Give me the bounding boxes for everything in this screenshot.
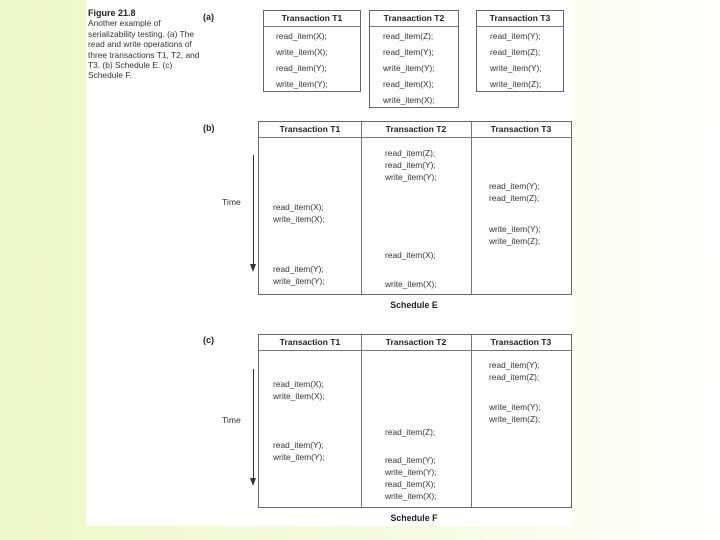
schedule-f-t1-op: read_item(Y);	[273, 440, 324, 450]
part-a-t2-op: write_item(X);	[383, 95, 435, 105]
figure-caption-text: Another example of serializability testing. (a) The read and write operations of three transactions T1, T2, and T3. (b) Schedule E. (c) Schedule F.	[88, 18, 200, 81]
schedule-f-t3-op: read_item(Z);	[489, 372, 540, 382]
schedule-e-t1-op: read_item(X);	[273, 202, 324, 212]
schedule-e-time-label: Time	[222, 197, 241, 207]
part-a-t1-op: write_item(X);	[276, 47, 328, 57]
schedule-f-header-t2: Transaction T2	[385, 337, 447, 347]
part-a-t2-op: read_item(X);	[383, 79, 434, 89]
schedule-e-header-t2: Transaction T2	[385, 124, 447, 134]
part-a-t1-op: read_item(X);	[276, 31, 327, 41]
schedule-e-caption: Schedule E	[390, 300, 438, 310]
schedule-e-t1-op: read_item(Y);	[273, 264, 324, 274]
schedule-f-header-t1: Transaction T1	[279, 337, 341, 347]
schedule-e-t1-op: write_item(X);	[273, 214, 325, 224]
schedule-e-header-t1: Transaction T1	[279, 124, 341, 134]
schedule-f-arrow-head	[250, 478, 256, 486]
part-a-t3-op: write_item(Y);	[490, 63, 542, 73]
schedule-e-t2-op: read_item(X);	[385, 250, 436, 260]
part-a-t2-op: read_item(Z);	[383, 31, 434, 41]
schedule-f-t2-op: write_item(Y);	[385, 467, 437, 477]
part-a-t2-op: read_item(Y);	[383, 47, 434, 57]
schedule-f-t1-op: write_item(X);	[273, 391, 325, 401]
schedule-e-header-t3: Transaction T3	[490, 124, 552, 134]
schedule-e-t2-op: read_item(Y);	[385, 160, 436, 170]
schedule-f-t1-op: read_item(X);	[273, 379, 324, 389]
part-a-t1-table	[263, 10, 361, 92]
schedule-f-time-arrow	[253, 369, 254, 479]
part-a-t1-op: read_item(Y);	[276, 63, 327, 73]
schedule-f-t3-op: write_item(Y);	[489, 402, 541, 412]
schedule-f-time-label: Time	[222, 415, 241, 425]
schedule-f-t2-op: write_item(X);	[385, 491, 437, 501]
schedule-f-header-t3: Transaction T3	[490, 337, 552, 347]
part-a-t3-op: read_item(Z);	[490, 47, 541, 57]
figure-title: Figure 21.8	[88, 8, 136, 18]
part-a-t3-header: Transaction T3	[489, 13, 551, 23]
part-c-label: (c)	[203, 335, 214, 345]
schedule-f-t3-op: read_item(Y);	[489, 360, 540, 370]
schedule-e-t3-op: write_item(Y);	[489, 224, 541, 234]
schedule-f-table	[258, 334, 572, 508]
part-a-t2-header: Transaction T2	[383, 13, 445, 23]
schedule-e-t3-op: read_item(Z);	[489, 193, 540, 203]
schedule-f-t1-op: write_item(Y);	[273, 452, 325, 462]
part-a-t2-op: write_item(Y);	[383, 63, 435, 73]
schedule-e-t2-op: read_item(Z);	[385, 148, 436, 158]
schedule-e-t2-op: write_item(Y);	[385, 172, 437, 182]
schedule-f-t2-op: read_item(Z);	[385, 427, 436, 437]
part-a-t2-table	[369, 10, 459, 108]
part-a-t3-op: write_item(Z);	[490, 79, 542, 89]
schedule-e-table	[258, 121, 572, 295]
part-a-t1-header: Transaction T1	[281, 13, 343, 23]
schedule-f-caption: Schedule F	[390, 513, 438, 523]
part-a-t3-op: read_item(Y);	[490, 31, 541, 41]
schedule-f-t2-op: read_item(Y);	[385, 455, 436, 465]
part-b-label: (b)	[203, 123, 215, 133]
schedule-e-time-arrow	[253, 155, 254, 265]
part-a-label: (a)	[203, 12, 214, 22]
schedule-f-t2-op: read_item(X);	[385, 479, 436, 489]
part-a-t3-table	[476, 10, 564, 92]
schedule-e-t2-op: write_item(X);	[385, 279, 437, 289]
schedule-e-t3-op: write_item(Z);	[489, 236, 541, 246]
schedule-f-t3-op: write_item(Z);	[489, 414, 541, 424]
figure-caption	[88, 8, 200, 81]
schedule-e-t3-op: read_item(Y);	[489, 181, 540, 191]
part-a-t1-op: write_item(Y);	[276, 79, 328, 89]
schedule-e-t1-op: write_item(Y);	[273, 276, 325, 286]
schedule-e-arrow-head	[250, 264, 256, 272]
